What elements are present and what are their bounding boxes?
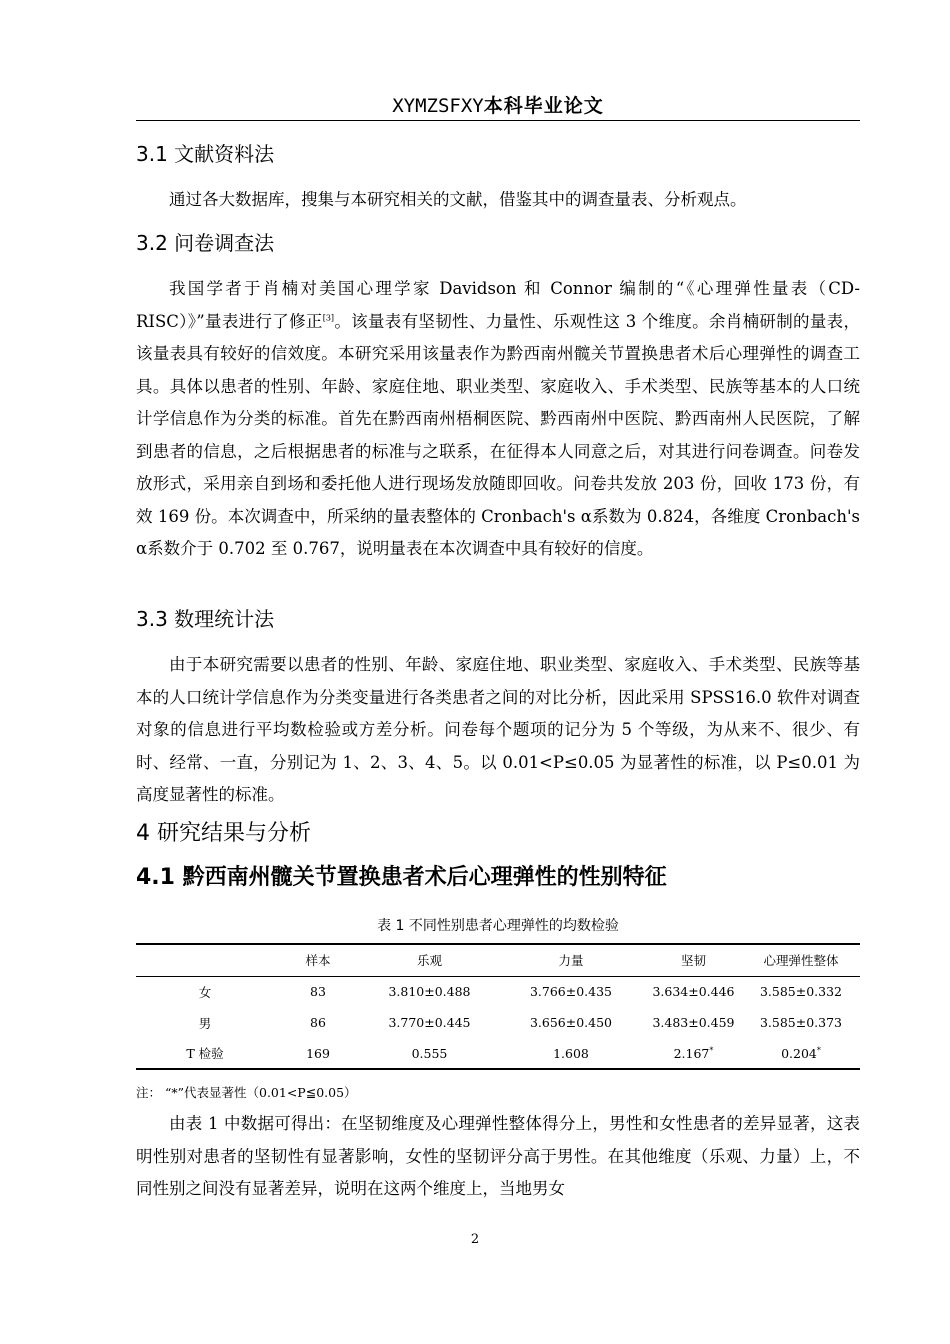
header-cell: 坚韧 (645, 944, 742, 976)
cell-value: 0.204 (781, 1045, 817, 1061)
section-4-1-title: 4.1 黔西南州髋关节置换患者术后心理弹性的性别特征 (136, 865, 667, 890)
table-cell: 83 (310, 984, 326, 1000)
text-run: 我国学者于肖楠对美国心理学家 Davidson 和 Connor 编制的“《心理弹性量表（CD-RISC）》”量表进行了修正 (136, 279, 860, 331)
table-row (136, 1038, 860, 1069)
table-cell: 1.608 (497, 1038, 645, 1069)
section-3-2-body (136, 273, 860, 566)
header-rule (136, 120, 860, 121)
header-cell (136, 944, 274, 976)
table-header-row (136, 944, 860, 976)
header-latin: XYMZSFXY (392, 95, 484, 117)
conclusion-body (136, 1108, 860, 1206)
paragraph: 由于本研究需要以患者的性别、年龄、家庭住地、职业类型、家庭收入、手术类型、民族等基本的人口统计学信息作为分类变量进行各类患者之间的对比分析，因此采用 SPSS16.0 软件对调查对象的信息进行平均数检验或方差分析。问卷每个题项的记分为 5 个等级，为从来不、很少、有时、经常、一直，分别记为 1、2、3、4、5。以 0.01<P≤0.05 为显著性的标准，以 P≤0.01 为高度显著性的标准。 (136, 655, 860, 804)
table-cell: T 检验 (136, 1038, 274, 1069)
table-cell (645, 1038, 742, 1069)
section-3-2-title: 3.2 问卷调查法 (136, 231, 275, 255)
page-number: 2 (470, 1232, 480, 1247)
table-cell: 3.770±0.445 (388, 1015, 471, 1030)
stats-table (136, 943, 860, 1070)
header-cell: 样本 (274, 944, 362, 976)
citation-ref: [3] (322, 313, 335, 322)
paragraph: 通过各大数据库，搜集与本研究相关的文献，借鉴其中的调查量表、分析观点。 (169, 190, 747, 209)
table-caption: 表 1 不同性别患者心理弹性的均数检验 (377, 918, 619, 934)
header-cell: 心理弹性整体 (742, 944, 860, 976)
table-cell: 男 (198, 1015, 212, 1031)
section-4-title: 4 研究结果与分析 (136, 821, 311, 846)
header-title: 本科毕业论文 (483, 95, 604, 117)
table-row (136, 976, 860, 1007)
paragraph: 由表 1 中数据可得出：在坚韧维度及心理弹性整体得分上，男性和女性患者的差异显著，这表明性别对患者的坚韧性有显著影响，女性的坚韧评分高于男性。在其他维度（乐观、力量）上，不同性别之间没有显著差异，说明在这两个维度上，当地男女 (136, 1114, 860, 1198)
table-row (136, 1007, 860, 1038)
section-3-3-body (136, 649, 860, 812)
significance-star: * (709, 1045, 714, 1055)
section-3-1-title: 3.1 文献资料法 (136, 142, 275, 166)
header-cell: 力量 (497, 944, 645, 976)
table-cell: 3.585±0.373 (759, 1015, 843, 1030)
table-cell: 3.585±0.332 (759, 984, 843, 1000)
section-3-1-body (136, 184, 860, 217)
table-cell: 女 (198, 984, 212, 1000)
significance-star: * (816, 1045, 821, 1055)
text-run: 。该量表有坚韧性、力量性、乐观性这 3 个维度。余肖楠研制的量表，该量表具有较好的信效度。本研究采用该量表作为黔西南州髋关节置换患者术后心理弹性的调查工具。具体以患者的性别、年龄、家庭住地、职业类型、家庭收入、手术类型、民族等基本的人口统计学信息作为分类的标准。首先在黔西南州梧桐医院、黔西南州中医院、黔西南州人民医院，了解到患者的信息，之后根据患者的标准与之联系，在征得本人同意之后，对其进行问卷调查。问卷发放形式，采用亲自到场和委托他人进行现场发放随即回收。问卷共发放 203 份，回收 173 份，有效 169 份。本次调查中，所采纳的量表整体的 Cronbach's α系数为 0.824，各维度 Cronbach's α系数介于 0.702 至 0.767，说明量表在本次调查中具有较好的信度。 (136, 311, 860, 558)
section-3-3-title: 3.3 数理统计法 (136, 607, 275, 631)
paragraph (136, 273, 860, 566)
table-cell (742, 1038, 860, 1069)
table-cell: 0.555 (362, 1038, 497, 1069)
table-cell: 3.810±0.488 (388, 984, 471, 1000)
page-header (136, 92, 860, 120)
cell-value: 2.167 (673, 1045, 710, 1061)
table-cell: 3.634±0.446 (652, 984, 735, 1000)
table-cell: 3.656±0.450 (529, 1015, 613, 1030)
table-cell: 3.483±0.459 (652, 1015, 735, 1030)
table-note: 注： “*”代表显著性（0.01<P≦0.05） (136, 1085, 357, 1100)
table-cell: 3.766±0.435 (529, 984, 613, 1000)
table-cell: 86 (310, 1015, 326, 1030)
table-cell: 169 (274, 1038, 362, 1069)
header-cell: 乐观 (362, 944, 497, 976)
